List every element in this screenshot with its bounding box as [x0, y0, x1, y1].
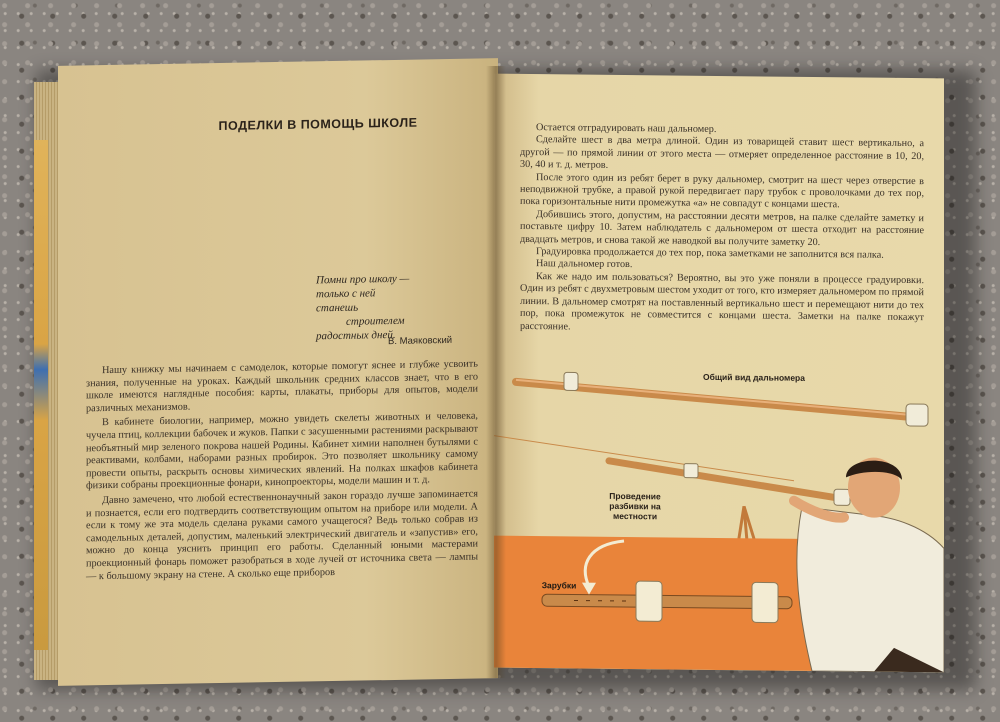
- epigraph-line: радостных дней.: [316, 328, 396, 343]
- paragraph: Как же надо им пользоваться? Вероятно, вы это уже поняли в процессе градуировки. Один из ребят с двухметровым шестом уходит от того, кто измеряет дальномером по прямой линии. В дальномер смотрят на поставленный вертикально шест и перемещают нити до тех пор, пока промежуток не совместится с концами шеста. Заметки на палке покажут расстояние.: [520, 270, 924, 332]
- cover-strip: [34, 140, 48, 650]
- book-gutter: [486, 66, 506, 678]
- caption-marking: Проведение разбивки на местности: [609, 490, 661, 522]
- paragraph: Наш дальномер готов.: [536, 258, 633, 271]
- section-title: ПОДЕЛКИ В ПОМОЩЬ ШКОЛЕ: [218, 115, 418, 134]
- left-page: [58, 58, 498, 686]
- paragraph: В кабинете биологии, например, можно увидеть скелеты животных и человека, чучела птиц, коллекции бабочек и жуков. Папки с засушенными растениями раскрывают необъятный мир зеленого покрова нашей Родины. Кабинет химии наполнен бутылями с реактивами, колбами, наборами разных пробирок. Это позволяет школьнику самому провести опыты, раскрыть основы химических явлений. На полках шкафов кабинета физики собраны проекционные фонари, кинопроекторы, модели машин и т. д.: [86, 410, 478, 492]
- left-body-text: [86, 359, 478, 586]
- observer-figure: [794, 457, 944, 673]
- caption-general-view: Общий вид дальномера: [703, 371, 805, 383]
- paragraph: Добившись этого, допустим, на расстоянии десяти метров, на палке сделайте заметку и поставьте цифру 10. Затем наблюдатель с дальномером от шеста отходит на расстояние двадцать метров, и снова такой же наводкой вы получите заметку 20.: [520, 208, 924, 248]
- paragraph: Давно замечено, что любой естественнонаучный закон гораздо лучше запоминается и познается, если его подтвердить соответствующим опытом на приборе или модели. А если к тому же эта модель сделана руками самого учащегося? Ведь только собрав из самодельных деталей, допустим, маленький электрический двигатель и «запустив» его, можно до конца уяснить принцип его работы. Сделанный юными мастерами проекционный фонарь поможет разобраться в ходе лучей от источника света — лампы — к большому экрану на стене. А сколько еще приборов: [86, 488, 478, 582]
- epigraph-author: В. Маяковский: [388, 334, 453, 348]
- epigraph-line: только с ней: [316, 287, 376, 301]
- epigraph-line: станешь: [316, 301, 359, 315]
- right-page: [494, 74, 944, 673]
- paragraph: После этого один из ребят берет в руку дальномер, смотрит на шест через отверстие в неподвижной трубке, а правой рукой передвигает пару трубок с проволочками до тех пор, пока горизонтальные нити промежутка «а» не совпадут с концами шеста.: [520, 171, 924, 211]
- paragraph: Нашу книжку мы начинаем с самоделок, которые помогут яснее и глубже усвоить знания, полученные на уроках. Каждый школьник средних классов знает, что в его школе имеются наглядные пособия: карты, плакаты, приборы для опытов, модели различных механизмов.: [86, 358, 478, 415]
- epigraph-line: строителем: [346, 314, 405, 328]
- paragraph: Остается отградуировать наш дальномер.: [536, 122, 717, 135]
- epigraph-line: Помни про школу —: [316, 272, 410, 287]
- epigraph: [316, 270, 496, 343]
- caption-notches: Зарубки: [541, 580, 577, 591]
- paragraph: Градуировка продолжается до тех пор, пока заметками не заполнится вся палка.: [536, 246, 884, 261]
- paragraph: Сделайте шест в два метра длиной. Один из товарищей ставит шест вертикально, а другой — по прямой линии от этого места — отмеряет определенное расстояние в 10, 20, 30, 40 и т. д. метров.: [520, 134, 924, 172]
